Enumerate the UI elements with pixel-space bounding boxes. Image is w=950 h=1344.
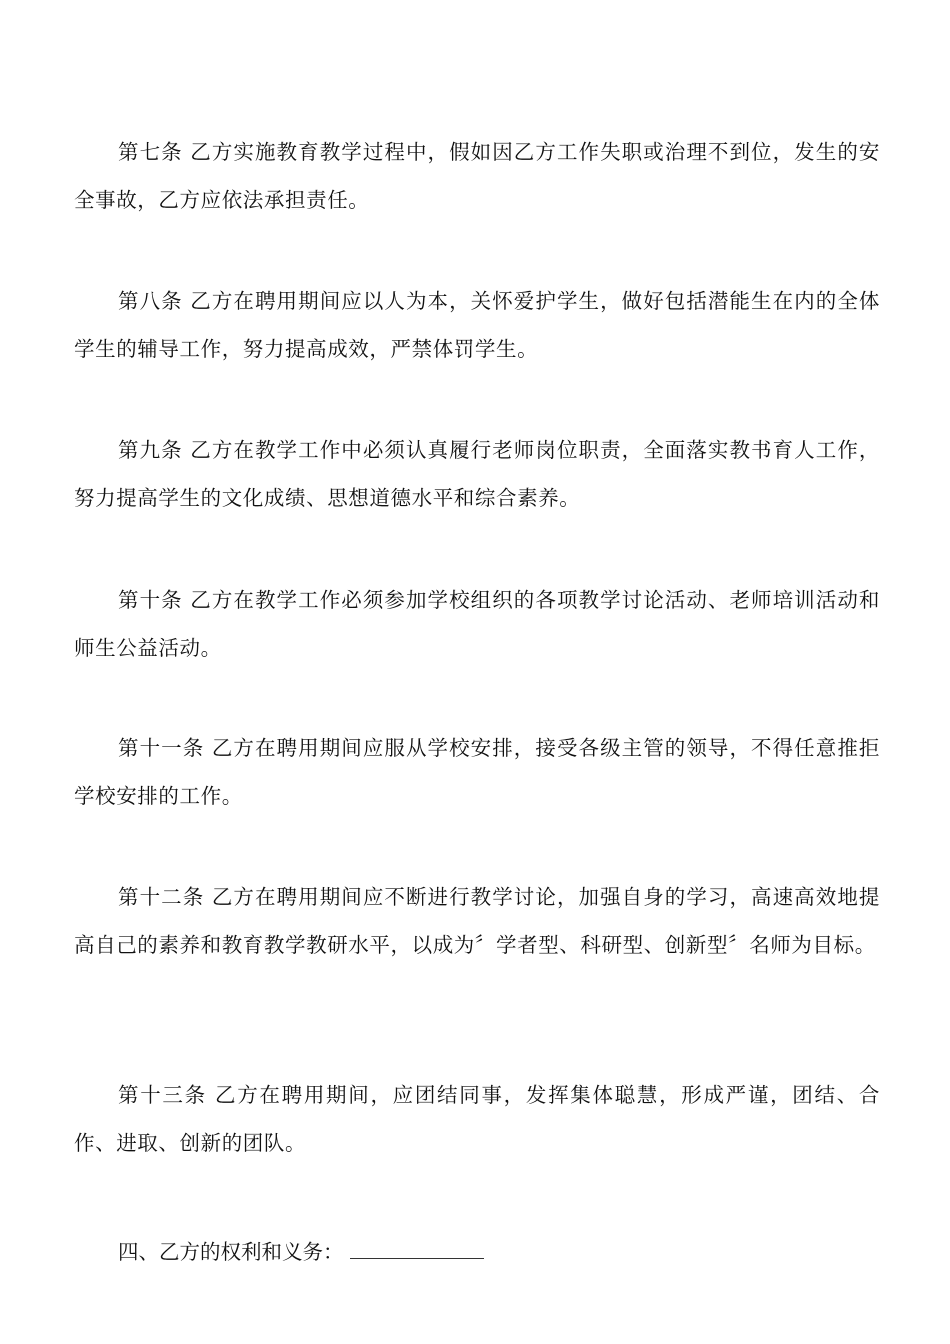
clause-9: 第九条 乙方在教学工作中必须认真履行老师岗位职责，全面落实教书育人工作，努力提高学生的文化成绩、思想道德水平和综合素养。 — [74, 438, 880, 510]
fill-in-blank-line — [350, 1228, 484, 1259]
clause-13: 第十三条 乙方在聘用期间，应团结同事，发挥集体聪慧，形成严谨，团结、合作、进取、创新的团队。 — [74, 1083, 880, 1155]
clause-12: 第十二条 乙方在聘用期间应不断进行教学讨论，加强自身的学习，高速高效地提高自己的素养和教育教学教研水平，以成为〞学者型、科研型、创新型〞名师为目标。 — [74, 885, 880, 957]
section-heading: 四、乙方的权利和义务： — [118, 1240, 344, 1264]
section-heading-row — [118, 1228, 484, 1276]
clause-11: 第十一条 乙方在聘用期间应服从学校安排，接受各级主管的领导，不得任意推拒学校安排的工作。 — [74, 736, 880, 808]
clause-8: 第八条 乙方在聘用期间应以人为本，关怀爱护学生，做好包括潜能生在内的全体学生的辅导工作，努力提高成效，严禁体罚学生。 — [74, 289, 880, 361]
clause-7: 第七条 乙方实施教育教学过程中，假如因乙方工作失职或治理不到位，发生的安全事故，乙方应依法承担责任。 — [74, 140, 880, 212]
clause-10: 第十条 乙方在教学工作必须参加学校组织的各项教学讨论活动、老师培训活动和师生公益活动。 — [74, 588, 880, 660]
